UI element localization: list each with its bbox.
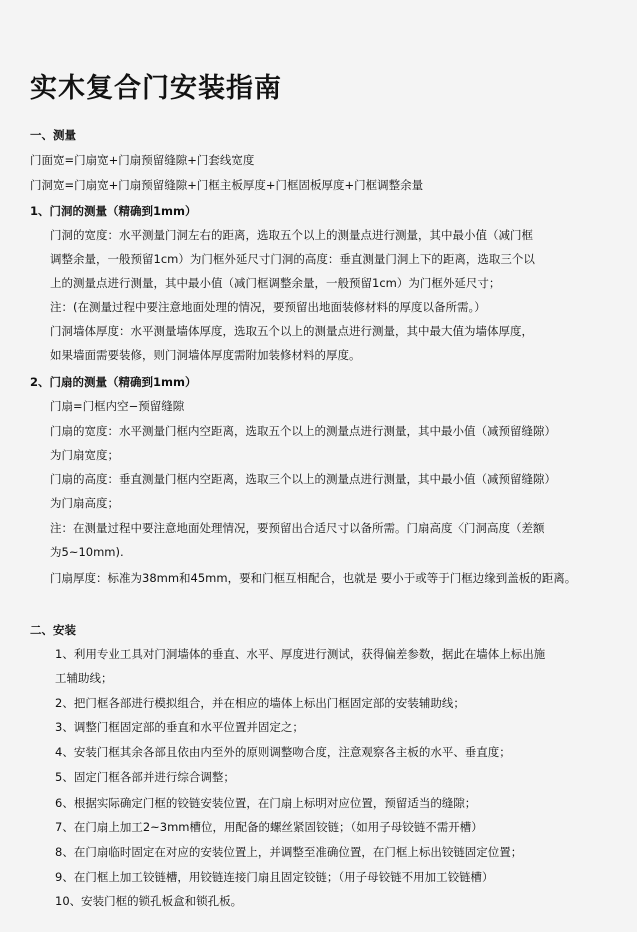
- install-step: 9、在门框上加工铰链槽，用铰链连接门扇且固定铰链；（用子母铰链不用加工铰链槽）: [55, 870, 494, 884]
- install-step: 1、利用专业工具对门洞墙体的垂直、水平、厚度进行测试，获得偏差参数，据此在墙体上标出施: [55, 647, 546, 661]
- install-step: 7、在门扇上加工2~3mm槽位，用配备的螺丝紧固铰链；（如用子母铰链不需开槽）: [55, 820, 483, 834]
- section-heading-install: 二、安装: [30, 623, 76, 637]
- install-step: 8、在门扇临时固定在对应的安装位置上，并调整至准确位置，在门框上标出铰链固定位置；: [55, 845, 523, 859]
- paragraph-line: 调整余量，一般预留1cm）为门框外延尺寸门洞的高度：垂直测量门洞上下的距离，选取三个以: [50, 252, 535, 266]
- paragraph-line: 如果墙面需要装修，则门洞墙体厚度需附加装修材料的厚度。: [50, 348, 361, 362]
- paragraph-line: 门扇的宽度：水平测量门框内空距离，选取五个以上的测量点进行测量，其中最小值（减预留缝隙）: [50, 424, 556, 438]
- page-title: 实木复合门安装指南: [30, 73, 282, 104]
- paragraph-line: 门扇厚度：标准为38mm和45mm，要和门框互相配合，也就是 要小于或等于门框边缘到盖板的距离。: [50, 571, 577, 585]
- paragraph-line: 为门扇高度；: [50, 496, 119, 510]
- install-step: 6、根据实际确定门框的铰链安装位置，在门扇上标明对应位置，预留适当的缝隙；: [55, 796, 477, 810]
- formula-opening-width: 门洞宽=门扇宽+门扇预留缝隙+门框主板厚度+门框固板厚度+门框调整余量: [30, 178, 424, 192]
- paragraph-line: 门洞墙体厚度：水平测量墙体厚度，选取五个以上的测量点进行测量，其中最大值为墙体厚度，: [50, 324, 533, 338]
- subsection-heading-door-leaf: 2、门扇的测量（精确到1mm）: [30, 375, 197, 389]
- paragraph-line: 为5~10mm).: [50, 545, 124, 559]
- paragraph-line: 为门扇宽度；: [50, 448, 119, 462]
- paragraph-line: 门扇的高度：垂直测量门框内空距离，选取三个以上的测量点进行测量，其中最小值（减预留缝隙）: [50, 472, 556, 486]
- formula-door-width: 门面宽=门扇宽+门扇预留缝隙+门套线宽度: [30, 153, 255, 167]
- subsection-heading-opening: 1、门洞的测量（精确到1mm）: [30, 204, 197, 218]
- note-line: 注：在测量过程中要注意地面处理情况，要预留出合适尺寸以备所需。门扇高度〈门洞高度（差额: [50, 521, 545, 535]
- section-heading-measure: 一、测量: [30, 128, 76, 142]
- install-step: 4、安装门框其余各部且依由内至外的原则调整吻合度，注意观察各主板的水平、垂直度；: [55, 745, 511, 759]
- paragraph-line: 上的测量点进行测量，其中最小值（减门框调整余量，一般预留1cm）为门框外延尺寸；: [50, 276, 501, 290]
- paragraph-line: 门洞的宽度：水平测量门洞左右的距离，选取五个以上的测量点进行测量，其中最小值（减门框: [50, 228, 533, 242]
- paragraph-line: 门扇=门框内空−预留缝隙: [50, 399, 185, 413]
- install-step: 5、固定门框各部并进行综合调整；: [55, 770, 235, 784]
- note-line: 注：(在测量过程中要注意地面处理的情况，要预留出地面装修材料的厚度以备所需。）: [50, 300, 486, 314]
- install-step: 工辅助线；: [55, 671, 113, 685]
- install-step: 3、调整门框固定部的垂直和水平位置并固定之；: [55, 720, 304, 734]
- install-step: 10、安装门框的锁孔板盒和锁孔板。: [55, 894, 243, 908]
- install-step: 2、把门框各部进行模拟组合，并在相应的墙体上标出门框固定部的安装辅助线；: [55, 696, 465, 710]
